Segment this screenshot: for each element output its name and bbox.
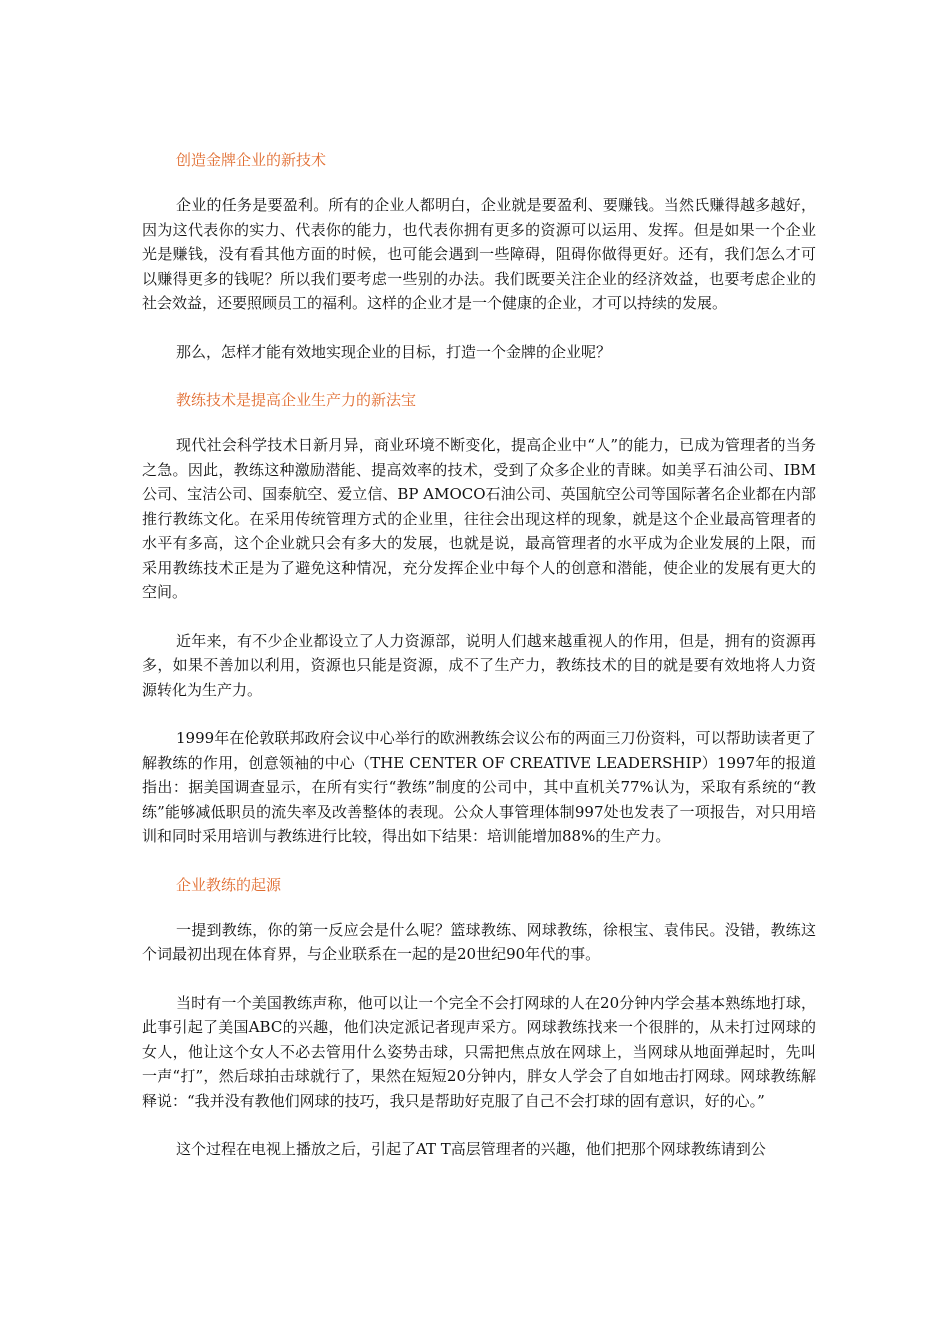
document-body	[142, 148, 816, 1162]
paragraph: 那么，怎样才能有效地实现企业的目标，打造一个金牌的企业呢？	[176, 342, 612, 361]
paragraph: 1999年在伦敦联邦政府会议中心举行的欧洲教练会议公布的两面三刀份资料，可以帮助读者更了解教练的作用，创意领袖的中心（THE CENTER OF CREATIVE LEADERSHIP）1997年的报道指出：据美国调查显示，在所有实行“教练”制度的公司中，其中直机关77%认为，采取有系统的“教练”能够减低职员的流失率及改善整体的表现。公众人事管理体制997处也发表了一项报告，对只用培训和同时采用培训与教练进行比较，得出如下结果：培训能增加88%的生产力。	[142, 729, 816, 845]
section-heading: 教练技术是提高企业生产力的新法宝	[176, 391, 417, 409]
section-heading: 企业教练的起源	[176, 875, 282, 894]
section-heading: 创造金牌企业的新技术	[176, 151, 327, 169]
paragraph: 现代社会科学技术日新月异，商业环境不断变化，提高企业中“人”的能力，已成为管理者的当务之急。因此，教练这种激励潜能、提高效率的技术，受到了众多企业的青睐。如美孚石油公司、IBM公司、宝洁公司、国泰航空、爱立信、BP AMOCO石油公司、英国航空公司等国际著名企业都在内部推行教练文化。在采用传统管理方式的企业里，往往会出现这样的现象，就是这个企业最高管理者的水平有多高，这个企业就只会有多大的发展，也就是说，最高管理者的水平成为企业发展的上限，而采用教练技术正是为了避免这种情况，充分发挥企业中每个人的创意和潜能，使企业的发展有更大的空间。	[142, 436, 816, 601]
paragraph: 这个过程在电视上播放之后，引起了AT T高层管理者的兴趣，他们把那个网球教练请到公	[176, 1140, 766, 1158]
paragraph: 企业的任务是要盈利。所有的企业人都明白，企业就是要盈利、要赚钱。当然氏赚得越多越好，因为这代表你的实力、代表你的能力，也代表你拥有更多的资源可以运用、发挥。但是如果一个企业光是赚钱，没有看其他方面的时候，也可能会遇到一些障碍，阻碍你做得更好。还有，我们怎么才可以赚得更多的钱呢？所以我们要考虑一些别的办法。我们既要关注企业的经济效益，也要考虑企业的社会效益，还要照顾员工的福利。这样的企业才是一个健康的企业，才可以持续的发展。	[142, 196, 816, 312]
paragraph: 一提到教练，你的第一反应会是什么呢？篮球教练、网球教练，徐根宝、袁伟民。没错，教练这个词最初出现在体育界，与企业联系在一起的是20世纪90年代的事。	[142, 920, 816, 963]
paragraph: 当时有一个美国教练声称，他可以让一个完全不会打网球的人在20分钟内学会基本熟练地打球，此事引起了美国ABC的兴趣，他们决定派记者现声采方。网球教练找来一个很胖的，从未打过网球的女人，他让这个女人不必去管用什么姿势击球，只需把焦点放在网球上，当网球从地面弹起时，先叫一声“打”，然后球拍击球就行了，果然在短短20分钟内，胖女人学会了自如地击打网球。网球教练解释说：“我并没有教他们网球的技巧，我只是帮助好克服了自己不会打球的固有意识，好的心。”	[142, 993, 816, 1110]
paragraph: 近年来，有不少企业都设立了人力资源部，说明人们越来越重视人的作用，但是，拥有的资源再多，如果不善加以利用，资源也只能是资源，成不了生产力，教练技术的目的就是要有效地将人力资源转化为生产力。	[142, 631, 816, 699]
